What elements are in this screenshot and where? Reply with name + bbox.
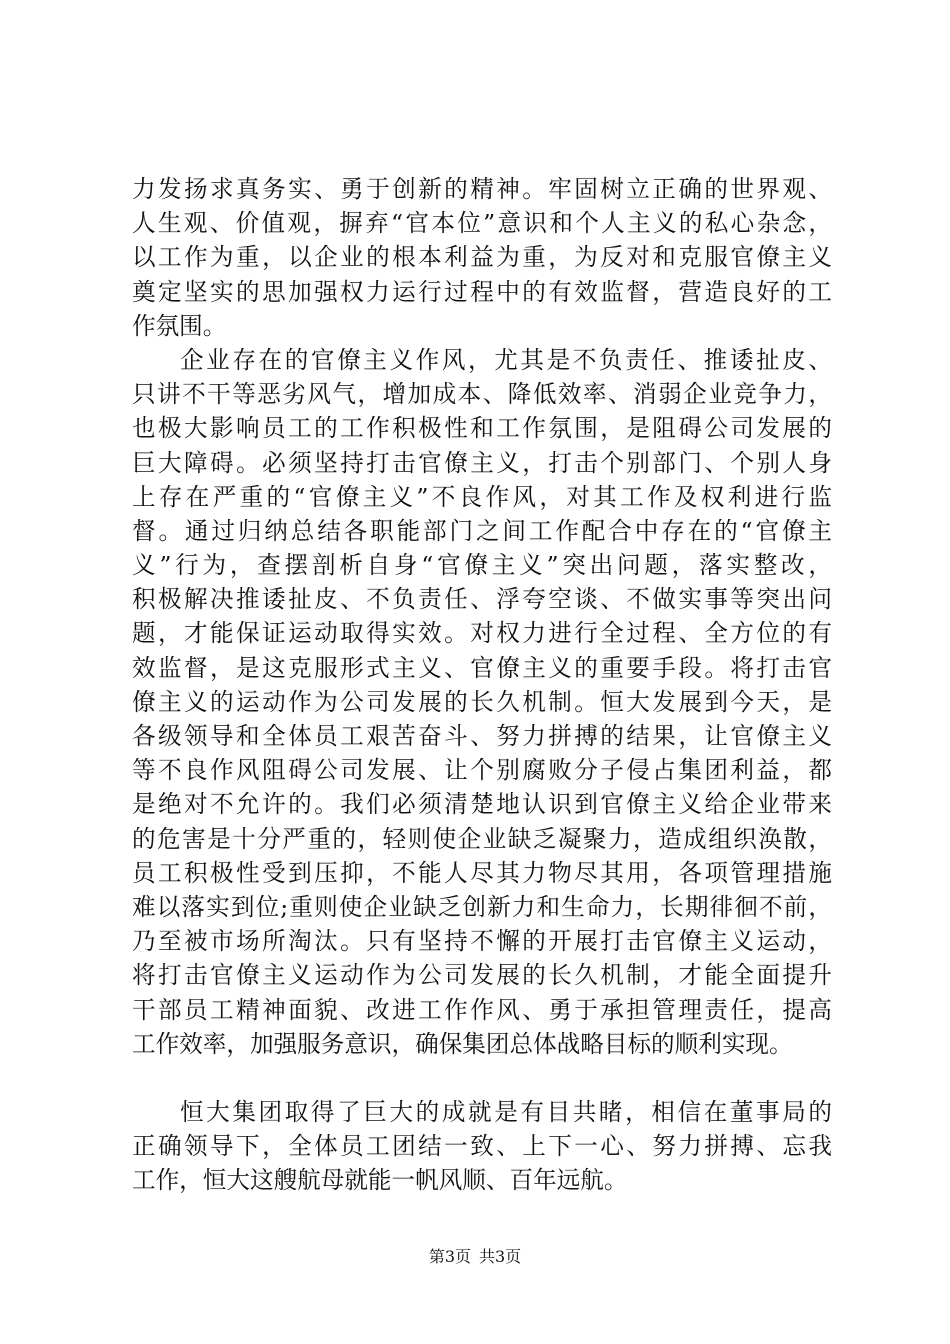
paragraph-2: [132, 343, 832, 1061]
text-line: 恒大集团取得了巨大的成就是有目共睹，相信在董事局的: [180, 1097, 832, 1126]
page-footer: [0, 1244, 950, 1267]
text-line: 僚主义的运动作为公司发展的长久机制。恒大发展到今天，是: [132, 687, 832, 716]
text-line: 干部员工精神面貌、改进工作作风、勇于承担管理责任，提高: [132, 995, 832, 1024]
document-body: [132, 172, 832, 1197]
text-line: 督。通过归纳总结各职能部门之间工作配合中存在的“官僚主: [132, 516, 832, 545]
text-line: 积极解决推诿扯皮、不负责任、浮夸空谈、不做实事等突出问: [132, 585, 832, 614]
text-line: 将打击官僚主义运动作为公司发展的长久机制，才能全面提升: [132, 961, 832, 990]
text-line: 上存在严重的“官僚主义”不良作风，对其工作及权利进行监: [132, 482, 832, 511]
text-line: 效监督，是这克服形式主义、官僚主义的重要手段。将打击官: [132, 653, 832, 682]
text-line: 工作效率，加强服务意识，确保集团总体战略目标的顺利实现。: [132, 1029, 793, 1058]
text-line: 巨大障碍。必须坚持打击官僚主义，打击个别部门、个别人身: [132, 448, 832, 477]
text-line: 作氛围。: [132, 311, 227, 340]
text-line: 难以落实到位;重则使企业缺乏创新力和生命力，长期徘徊不前，: [132, 892, 832, 921]
text-line: 各级领导和全体员工艰苦奋斗、努力拼搏的结果，让官僚主义: [132, 722, 832, 750]
page-total: 共3页: [479, 1247, 522, 1266]
text-line: 人生观、价值观，摒弃“官本位”意识和个人主义的私心杂念，: [132, 209, 832, 238]
text-line: 奠定坚实的思加强权力运行过程中的有效监督，营造良好的工: [132, 277, 832, 306]
text-line: 工作，恒大这艘航母就能一帆风顺、百年远航。: [132, 1166, 628, 1195]
text-line: 员工积极性受到压抑，不能人尽其力物尽其用，各项管理措施: [132, 858, 832, 887]
text-line: 乃至被市场所淘汰。只有坚持不懈的开展打击官僚主义运动，: [132, 927, 832, 956]
text-line: 等不良作风阻碍公司发展、让个别腐败分子侵占集团利益，都: [132, 756, 832, 785]
page-number: 第3页: [428, 1247, 471, 1266]
text-line: 只讲不干等恶劣风气，增加成本、降低效率、消弱企业竞争力，: [132, 380, 832, 409]
paragraph-1: [132, 172, 832, 343]
text-line: 义”行为，查摆剖析自身“官僚主义”突出问题，落实整改，: [132, 551, 832, 580]
text-line: 以工作为重，以企业的根本利益为重，为反对和克服官僚主义: [132, 243, 832, 272]
paragraph-3: [132, 1095, 832, 1198]
text-line: 力发扬求真务实、勇于创新的精神。牢固树立正确的世界观、: [132, 175, 832, 203]
text-line: 正确领导下，全体员工团结一致、上下一心、努力拼搏、忘我: [132, 1132, 832, 1161]
text-line: 企业存在的官僚主义作风，尤其是不负责任、推诿扯皮、: [180, 345, 832, 374]
paragraph-spacer: [132, 1061, 832, 1095]
text-line: 也极大影响员工的工作积极性和工作氛围，是阻碍公司发展的: [132, 414, 832, 443]
text-line: 是绝对不允许的。我们必须清楚地认识到官僚主义给企业带来: [132, 790, 832, 819]
text-line: 的危害是十分严重的，轻则使企业缺乏凝聚力，造成组织涣散，: [132, 824, 832, 853]
text-line: 题，才能保证运动取得实效。对权力进行全过程、全方位的有: [132, 619, 832, 648]
